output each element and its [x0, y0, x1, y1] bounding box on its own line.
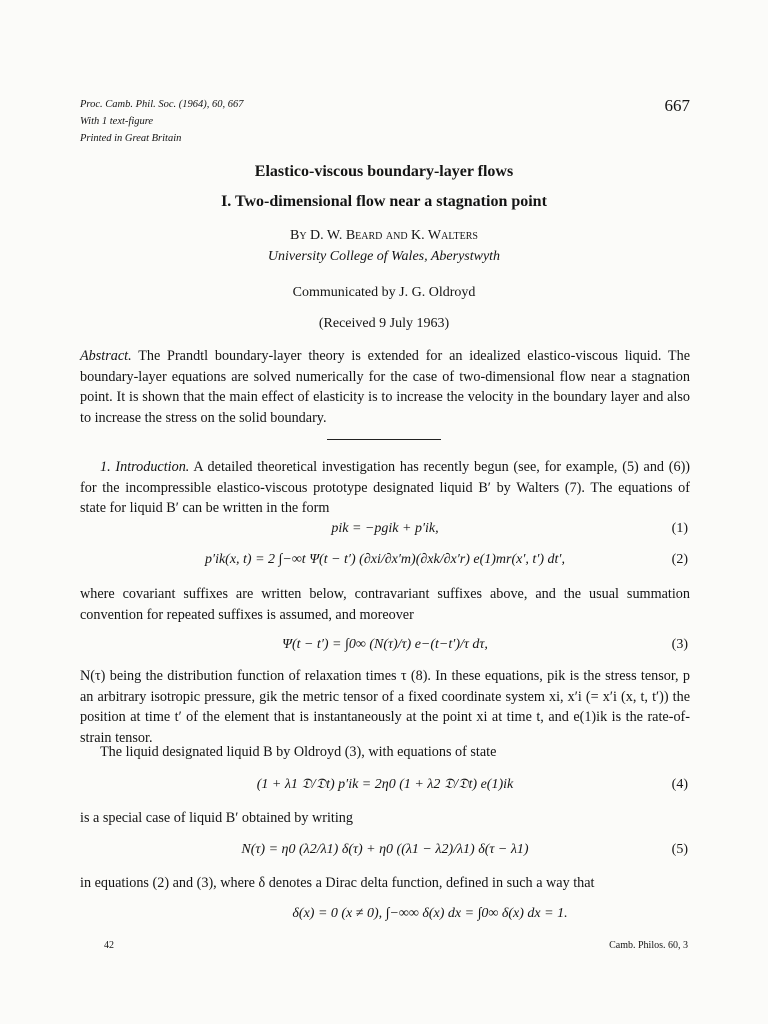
equation-6: δ(x) = 0 (x ≠ 0), ∫−∞∞ δ(x) dx = ∫0∞ δ(x) dx = 1.: [292, 906, 568, 921]
printed-note: Printed in Great Britain: [80, 133, 182, 144]
title-line-2: I. Two-dimensional flow near a stagnation point: [221, 193, 547, 210]
equation-2-number: (2): [671, 552, 688, 567]
authors: By D. W. Beard and K. Walters: [289, 228, 478, 243]
equation-3: Ψ(t − t′) = ∫0∞ (N(τ)/τ) e−(t−t′)/τ dτ,: [282, 637, 488, 652]
signature-mark: 42: [104, 940, 114, 951]
equation-5-number: (5): [671, 842, 688, 857]
intro-p6: in equations (2) and (3), where δ denotes a Dirac delta function, defined in such a way that: [80, 875, 595, 891]
intro-p1: A detailed theoretical investigation has recently begun (see, for example, (5) and (6)) for the incompressible elastico-viscous prototype designated liquid B′ by Walters (7). The equations of state for liquid B′ can be written in the form: [80, 459, 691, 516]
abstract: [80, 346, 690, 428]
page-number: 667: [664, 96, 690, 115]
abstract-label: Abstract.: [80, 348, 132, 364]
journal-citation: Proc. Camb. Phil. Soc. (1964), 60, 667: [80, 99, 244, 110]
equation-2: p′ik(x, t) = 2 ∫−∞t Ψ(t − t′) (∂xi/∂x′m)(∂xk/∂x′r) e(1)mr(x′, t′) dt′,: [205, 552, 565, 567]
affiliation: University College of Wales, Aberystwyth: [267, 249, 501, 264]
equation-1-number: (1): [671, 521, 688, 536]
intro-paragraph-1: [80, 457, 690, 519]
footer-journal: Camb. Philos. 60, 3: [609, 940, 688, 951]
intro-p4: The liquid designated liquid B by Oldroyd (3), with equations of state: [100, 744, 497, 760]
communicated-by: Communicated by J. G. Oldroyd: [292, 285, 476, 300]
equation-3-number: (3): [671, 637, 688, 652]
received-date: (Received 9 July 1963): [318, 316, 450, 331]
intro-p2: where covariant suffixes are written below, contravariant suffixes above, and the usual summation convention for repeated suffixes is assumed, and moreover: [80, 586, 690, 623]
equation-5: N(τ) = η0 (λ2/λ1) δ(τ) + η0 ((λ1 − λ2)/λ1) δ(τ − λ1): [241, 842, 529, 857]
title-line-1: Elastico-viscous boundary-layer flows: [254, 163, 514, 180]
abstract-text: The Prandtl boundary-layer theory is extended for an idealized elastico-viscous liquid. The boundary-layer equations are solved numerically for the case of two-dimensional flow near a stagnation point. It is shown that the main effect of elasticity is to increase the velocity in the boundary layer and also to increase the stress on the solid boundary.: [80, 348, 690, 426]
figure-note: With 1 text-figure: [80, 116, 154, 127]
equation-4: (1 + λ1 𝔇/𝔇t) p′ik = 2η0 (1 + λ2 𝔇/𝔇t) e(1)ik: [256, 777, 514, 792]
intro-p5: is a special case of liquid B′ obtained by writing: [80, 810, 353, 826]
intro-p3: N(τ) being the distribution function of relaxation times τ (8). In these equations, pik is the stress tensor, p an arbitrary isotropic pressure, gik the metric tensor of a fixed coordinate system xi, x′i (= x′i (x, t, t′)) the position at time t′ of the element that is instantaneously at the point xi at time t, and e(1)ik is the rate-of-strain tensor.: [80, 668, 690, 746]
equation-1: pik = −pgik + p′ik,: [331, 521, 439, 536]
intro-heading: 1. Introduction.: [100, 459, 190, 475]
equation-4-number: (4): [671, 777, 688, 792]
section-divider: [327, 439, 441, 440]
